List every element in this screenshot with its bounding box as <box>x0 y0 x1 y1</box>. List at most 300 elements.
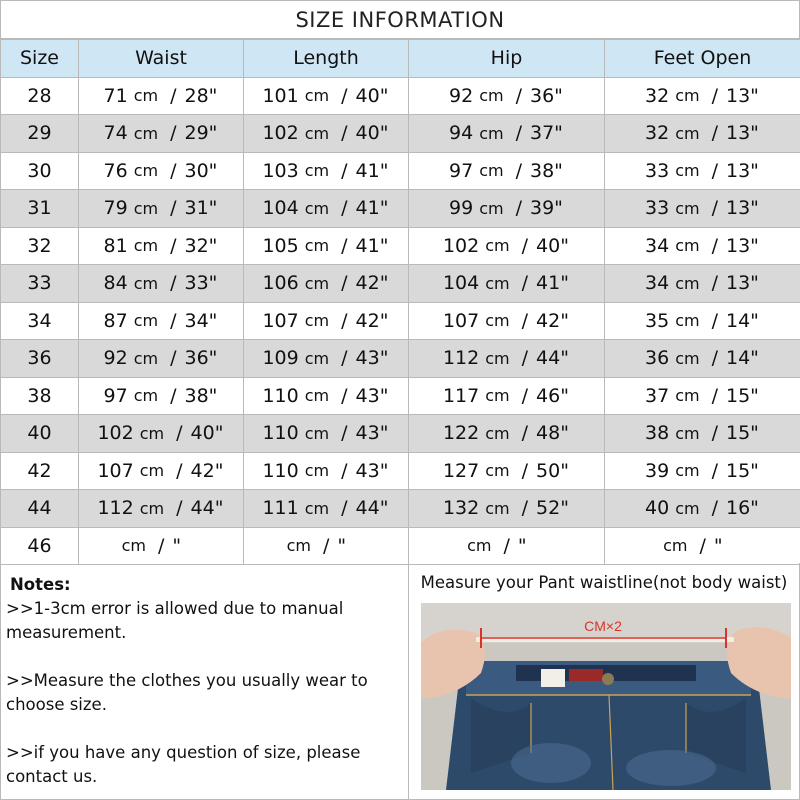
unit-cm: cm <box>675 423 700 443</box>
hip-cm-value: 94 <box>449 122 474 145</box>
separator: / <box>170 234 177 257</box>
hip-inch-value: 39" <box>529 197 563 220</box>
waist-inch-value: 30" <box>184 159 218 182</box>
feet-open-cell <box>605 265 800 303</box>
waist-cm-value: 81 <box>103 234 128 257</box>
waist-cell <box>79 415 244 453</box>
waist-inch-value: 28" <box>184 84 218 107</box>
unit-cm: cm <box>675 86 700 106</box>
hip-cm-value: 99 <box>449 197 474 220</box>
size-table <box>0 39 800 565</box>
feet-open-cm-value: 35 <box>645 309 670 332</box>
unit-cm: cm <box>133 273 159 293</box>
hip-cell <box>409 115 605 153</box>
waist-cell <box>79 77 244 115</box>
feet-open-cell <box>605 490 800 528</box>
hip-cell <box>409 415 605 453</box>
feet-open-inch-value: 13" <box>725 272 759 295</box>
unit-cm: cm <box>286 536 311 556</box>
unit-cm: cm <box>485 311 510 331</box>
unit-cm: cm <box>139 498 165 518</box>
waist-cm-value: 76 <box>103 159 128 182</box>
length-cm-value: 103 <box>262 159 299 182</box>
hip-cm-value: 117 <box>442 384 480 407</box>
size-cell: 44 <box>1 490 79 528</box>
notes-heading: Notes: <box>10 575 71 594</box>
length-inch-value: " <box>337 534 347 557</box>
table-row <box>1 527 800 565</box>
size-cell: 32 <box>1 227 79 265</box>
waist-cm-value: 112 <box>97 497 134 520</box>
unit-cm: cm <box>485 386 510 406</box>
header-hip: Hip <box>409 40 605 78</box>
feet-open-cell <box>605 227 800 265</box>
waist-cm-value: 87 <box>103 309 128 332</box>
feet-open-cell <box>605 415 800 453</box>
feet-open-cell <box>605 340 800 378</box>
hip-cell <box>409 190 605 228</box>
separator: / <box>711 84 718 107</box>
feet-open-cm-value: 40 <box>645 497 670 520</box>
hip-inch-value: 40" <box>536 234 569 257</box>
length-cm-value: 105 <box>262 234 299 257</box>
unit-cm: cm <box>133 311 159 331</box>
hip-inch-value: 37" <box>529 122 563 145</box>
hip-cm-value: 92 <box>449 84 474 107</box>
hip-cell <box>409 152 605 190</box>
unit-cm: cm <box>485 498 510 518</box>
separator: / <box>711 497 718 520</box>
feet-open-cm-value: 36 <box>645 347 670 370</box>
info-panel <box>0 563 800 800</box>
hip-inch-value: 46" <box>536 384 569 407</box>
unit-cm: cm <box>133 348 159 368</box>
length-cell <box>244 340 409 378</box>
separator: / <box>170 309 177 332</box>
unit-cm: cm <box>485 461 510 481</box>
waist-inch-value: 31" <box>184 197 218 220</box>
waist-cm-value: 92 <box>103 347 128 370</box>
feet-open-cell <box>605 152 800 190</box>
hip-inch-value: 38" <box>529 159 563 182</box>
unit-cm: cm <box>675 498 700 518</box>
length-cell <box>244 265 409 303</box>
waist-cm-value: 74 <box>103 122 128 145</box>
feet-open-cm-value: 38 <box>645 422 670 445</box>
length-inch-value: 40" <box>355 84 389 107</box>
unit-cm: cm <box>133 123 159 143</box>
unit-cm: cm <box>133 161 159 181</box>
waist-cm-value: 102 <box>97 422 134 445</box>
waist-cm-value: 84 <box>103 272 128 295</box>
length-cell <box>244 227 409 265</box>
unit-cm: cm <box>485 236 510 256</box>
hip-cm-value: 102 <box>442 234 480 257</box>
header-size: Size <box>1 40 79 78</box>
measure-caption: Measure your Pant waistline(not body waist) <box>420 573 788 592</box>
separator: / <box>711 384 718 407</box>
length-inch-value: 43" <box>355 384 389 407</box>
table-row <box>1 77 800 115</box>
waist-cm-value: 79 <box>103 197 128 220</box>
unit-cm: cm <box>121 536 146 556</box>
feet-open-inch-value: 15" <box>725 422 759 445</box>
length-cell <box>244 490 409 528</box>
header-waist: Waist <box>79 40 244 78</box>
table-row <box>1 265 800 303</box>
unit-cm: cm <box>133 386 159 406</box>
waist-cm-value: 71 <box>103 84 128 107</box>
length-inch-value: 43" <box>355 422 389 445</box>
separator: / <box>170 197 177 220</box>
feet-open-inch-value: 13" <box>725 84 759 107</box>
waistline-photo <box>421 603 791 790</box>
feet-open-cell <box>605 302 800 340</box>
hip-cell <box>409 77 605 115</box>
size-cell: 33 <box>1 265 79 303</box>
waist-cell <box>79 527 244 565</box>
table-row <box>1 452 800 490</box>
separator: / <box>176 459 183 482</box>
separator: / <box>341 84 348 107</box>
separator: / <box>170 347 177 370</box>
table-row <box>1 190 800 228</box>
unit-cm: cm <box>304 386 330 406</box>
feet-open-inch-value: 14" <box>725 309 759 332</box>
waist-inch-value: 44" <box>190 497 224 520</box>
hip-cell <box>409 265 605 303</box>
unit-cm: cm <box>663 536 688 556</box>
hip-inch-value: 44" <box>536 347 569 370</box>
separator: / <box>699 534 706 557</box>
header-feet-open: Feet Open <box>605 40 800 78</box>
unit-cm: cm <box>479 161 504 181</box>
feet-open-inch-value: 13" <box>725 234 759 257</box>
separator: / <box>515 159 522 182</box>
unit-cm: cm <box>675 236 700 256</box>
jeans-illustration <box>421 603 791 790</box>
separator: / <box>515 84 522 107</box>
hip-cm-value: 97 <box>449 159 474 182</box>
length-inch-value: 42" <box>355 309 389 332</box>
notes-section <box>1 563 409 799</box>
note-line: >>if you have any question of size, please contact us. <box>6 743 361 786</box>
hip-cm-value: 132 <box>442 497 480 520</box>
waist-inch-value: 32" <box>184 234 218 257</box>
hip-cm-value: 107 <box>442 309 480 332</box>
feet-open-inch-value: 14" <box>725 347 759 370</box>
separator: / <box>711 159 718 182</box>
unit-cm: cm <box>304 236 330 256</box>
unit-cm: cm <box>675 311 700 331</box>
length-inch-value: 43" <box>355 459 389 482</box>
separator: / <box>170 122 177 145</box>
feet-open-cm-value: 32 <box>645 84 670 107</box>
unit-cm: cm <box>479 123 504 143</box>
separator: / <box>711 234 718 257</box>
waist-inch-value: 34" <box>184 309 218 332</box>
separator: / <box>341 272 348 295</box>
unit-cm: cm <box>304 161 330 181</box>
size-cell: 46 <box>1 527 79 565</box>
unit-cm: cm <box>675 348 700 368</box>
length-cm-value: 104 <box>262 197 299 220</box>
feet-open-inch-value: 13" <box>725 122 759 145</box>
unit-cm: cm <box>304 198 330 218</box>
separator: / <box>341 422 348 445</box>
length-cm-value: 111 <box>262 497 299 520</box>
unit-cm: cm <box>485 273 510 293</box>
unit-cm: cm <box>304 461 330 481</box>
feet-open-cell <box>605 77 800 115</box>
size-cell: 31 <box>1 190 79 228</box>
unit-cm: cm <box>133 236 159 256</box>
unit-cm: cm <box>675 198 700 218</box>
hip-inch-value: 36" <box>529 84 563 107</box>
feet-open-cell <box>605 377 800 415</box>
separator: / <box>521 497 529 520</box>
length-cm-value: 107 <box>262 309 299 332</box>
unit-cm: cm <box>139 423 165 443</box>
separator: / <box>341 122 348 145</box>
waist-inch-value: 33" <box>184 272 218 295</box>
unit-cm: cm <box>485 348 510 368</box>
feet-open-cell <box>605 527 800 565</box>
feet-open-cell <box>605 115 800 153</box>
length-cell <box>244 190 409 228</box>
unit-cm: cm <box>304 423 330 443</box>
hip-inch-value: 50" <box>536 459 569 482</box>
table-row <box>1 415 800 453</box>
hip-cell <box>409 302 605 340</box>
size-cell: 36 <box>1 340 79 378</box>
separator: / <box>322 534 330 557</box>
waist-cell <box>79 265 244 303</box>
separator: / <box>341 384 348 407</box>
size-cell: 29 <box>1 115 79 153</box>
separator: / <box>503 534 510 557</box>
length-cell <box>244 77 409 115</box>
table-row <box>1 152 800 190</box>
feet-open-cm-value: 33 <box>645 159 670 182</box>
feet-open-inch-value: " <box>713 534 723 557</box>
separator: / <box>711 459 718 482</box>
size-cell: 40 <box>1 415 79 453</box>
unit-cm: cm <box>139 461 165 481</box>
length-cm-value: 101 <box>262 84 299 107</box>
feet-open-inch-value: 15" <box>725 384 759 407</box>
feet-open-cm-value: 37 <box>645 384 670 407</box>
length-cm-value: 110 <box>262 459 299 482</box>
waist-cell <box>79 490 244 528</box>
unit-cm: cm <box>304 86 330 106</box>
feet-open-inch-value: 15" <box>725 459 759 482</box>
separator: / <box>711 422 718 445</box>
length-inch-value: 43" <box>355 347 389 370</box>
unit-cm: cm <box>304 123 330 143</box>
hip-cm-value: 112 <box>442 347 480 370</box>
size-cell: 34 <box>1 302 79 340</box>
waist-cell <box>79 377 244 415</box>
separator: / <box>521 234 529 257</box>
separator: / <box>521 309 529 332</box>
separator: / <box>341 309 348 332</box>
separator: / <box>521 422 529 445</box>
note-line: >>Measure the clothes you usually wear to choose size. <box>6 671 368 714</box>
length-inch-value: 44" <box>355 497 389 520</box>
unit-cm: cm <box>485 423 510 443</box>
hip-cm-value: 122 <box>442 422 480 445</box>
length-cm-value: 106 <box>262 272 299 295</box>
length-cell <box>244 115 409 153</box>
measure-section <box>409 563 800 799</box>
separator: / <box>170 384 177 407</box>
waist-inch-value: 42" <box>190 459 224 482</box>
separator: / <box>170 84 177 107</box>
feet-open-inch-value: 16" <box>725 497 759 520</box>
separator: / <box>341 197 348 220</box>
size-cell: 28 <box>1 77 79 115</box>
separator: / <box>176 422 183 445</box>
note-line: >>1-3cm error is allowed due to manual measurement. <box>6 599 344 642</box>
waist-cell <box>79 115 244 153</box>
separator: / <box>711 309 718 332</box>
table-row <box>1 340 800 378</box>
hip-cell <box>409 527 605 565</box>
length-cm-value: 102 <box>262 122 299 145</box>
hip-cm-value: 104 <box>442 272 480 295</box>
hip-cell <box>409 452 605 490</box>
feet-open-cm-value: 34 <box>645 234 670 257</box>
waist-inch-value: 38" <box>184 384 218 407</box>
separator: / <box>157 534 165 557</box>
separator: / <box>521 347 529 370</box>
hip-cm-value: 127 <box>442 459 480 482</box>
length-inch-value: 41" <box>355 197 389 220</box>
hip-cell <box>409 340 605 378</box>
table-row <box>1 227 800 265</box>
length-inch-value: 41" <box>355 159 389 182</box>
length-cell <box>244 152 409 190</box>
waist-cell <box>79 302 244 340</box>
waist-cm-value: 97 <box>103 384 128 407</box>
hip-inch-value: 48" <box>536 422 569 445</box>
waist-cm-value: 107 <box>97 459 134 482</box>
feet-open-cm-value: 34 <box>645 272 670 295</box>
unit-cm: cm <box>133 86 159 106</box>
waist-inch-value: " <box>172 534 182 557</box>
unit-cm: cm <box>304 498 330 518</box>
length-cell <box>244 302 409 340</box>
feet-open-cell <box>605 190 800 228</box>
separator: / <box>341 234 348 257</box>
table-row <box>1 377 800 415</box>
feet-open-cm-value: 33 <box>645 197 670 220</box>
separator: / <box>711 197 718 220</box>
separator: / <box>521 272 529 295</box>
separator: / <box>711 122 718 145</box>
length-cm-value: 110 <box>262 384 299 407</box>
length-cell <box>244 415 409 453</box>
unit-cm: cm <box>675 273 700 293</box>
length-cell <box>244 527 409 565</box>
separator: / <box>176 497 183 520</box>
length-inch-value: 40" <box>355 122 389 145</box>
waist-cell <box>79 152 244 190</box>
size-cell: 42 <box>1 452 79 490</box>
separator: / <box>521 384 529 407</box>
table-header-row <box>1 40 800 78</box>
feet-open-cm-value: 39 <box>645 459 670 482</box>
hip-inch-value: 52" <box>536 497 569 520</box>
unit-cm: cm <box>467 536 492 556</box>
table-row <box>1 302 800 340</box>
table-row <box>1 115 800 153</box>
waist-inch-value: 36" <box>184 347 218 370</box>
waist-inch-value: 29" <box>184 122 218 145</box>
unit-cm: cm <box>133 198 159 218</box>
hip-cell <box>409 227 605 265</box>
hip-cell <box>409 490 605 528</box>
hip-inch-value: " <box>517 534 527 557</box>
hip-cell <box>409 377 605 415</box>
hip-inch-value: 42" <box>536 309 569 332</box>
unit-cm: cm <box>675 161 700 181</box>
length-cm-value: 110 <box>262 422 299 445</box>
separator: / <box>711 347 718 370</box>
unit-cm: cm <box>479 86 504 106</box>
length-cm-value: 109 <box>262 347 299 370</box>
hip-inch-value: 41" <box>536 272 569 295</box>
feet-open-inch-value: 13" <box>725 159 759 182</box>
unit-cm: cm <box>675 461 700 481</box>
unit-cm: cm <box>675 123 700 143</box>
table-row <box>1 490 800 528</box>
waist-cell <box>79 340 244 378</box>
length-inch-value: 41" <box>355 234 389 257</box>
waist-inch-value: 40" <box>190 422 224 445</box>
size-cell: 38 <box>1 377 79 415</box>
separator: / <box>341 159 348 182</box>
feet-open-inch-value: 13" <box>725 197 759 220</box>
separator: / <box>341 459 348 482</box>
unit-cm: cm <box>675 386 700 406</box>
separator: / <box>170 272 177 295</box>
feet-open-cell <box>605 452 800 490</box>
page-title: SIZE INFORMATION <box>0 0 800 39</box>
unit-cm: cm <box>304 311 330 331</box>
unit-cm: cm <box>304 348 330 368</box>
waist-cell <box>79 227 244 265</box>
separator: / <box>515 122 522 145</box>
separator: / <box>341 497 348 520</box>
waist-cell <box>79 452 244 490</box>
waist-cell <box>79 190 244 228</box>
size-table-body <box>1 77 800 565</box>
separator: / <box>341 347 348 370</box>
unit-cm: cm <box>479 198 504 218</box>
length-cell <box>244 377 409 415</box>
length-cell <box>244 452 409 490</box>
separator: / <box>521 459 529 482</box>
tape-label: CM×2 <box>584 618 622 634</box>
separator: / <box>711 272 718 295</box>
separator: / <box>170 159 177 182</box>
size-cell: 30 <box>1 152 79 190</box>
length-inch-value: 42" <box>355 272 389 295</box>
unit-cm: cm <box>304 273 330 293</box>
header-length: Length <box>244 40 409 78</box>
